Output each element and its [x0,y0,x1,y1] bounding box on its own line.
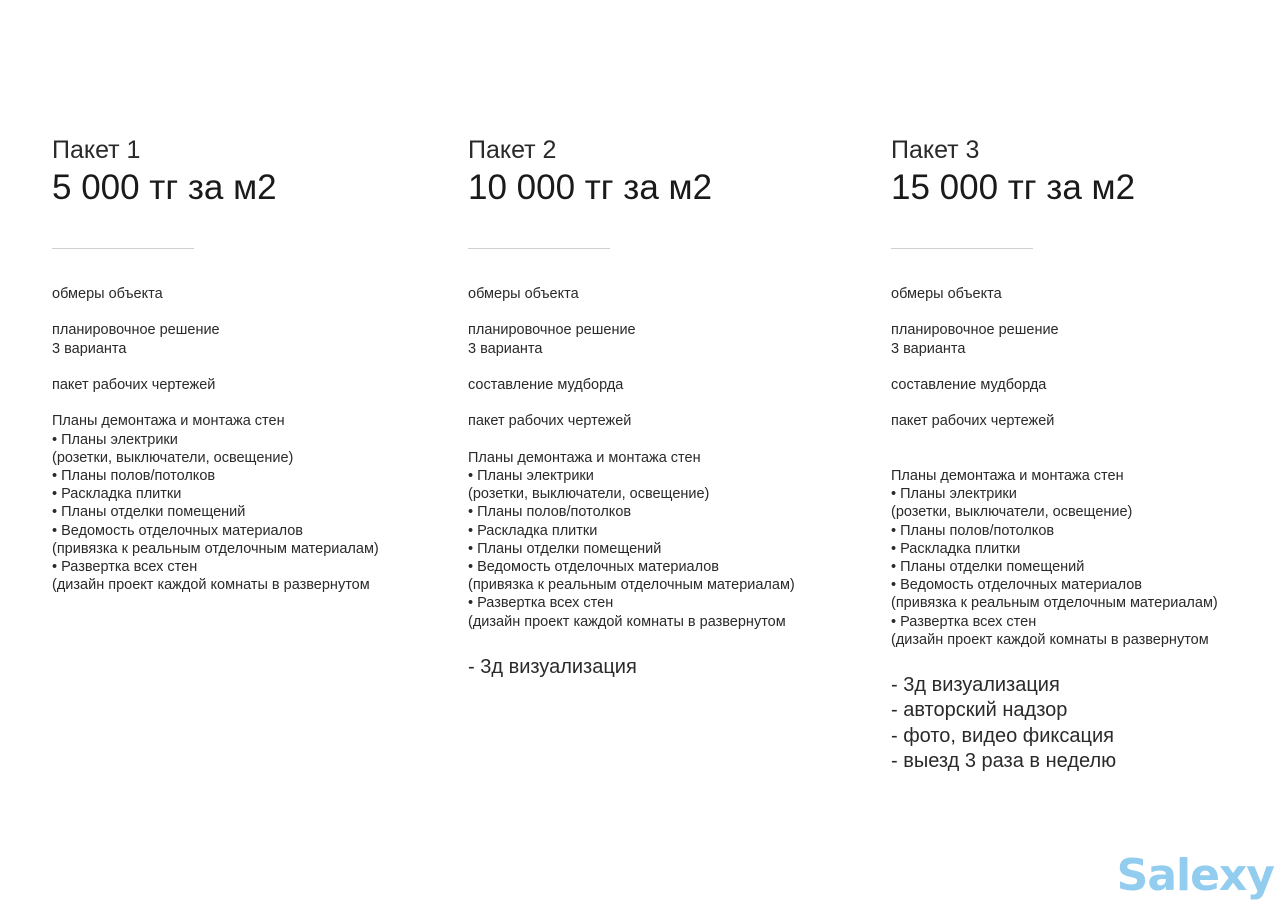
spacer [468,358,868,376]
package-price: 10 000 тг за м2 [468,168,713,207]
list-item: • Планы отделки помещений [891,558,1085,575]
package-price: 15 000 тг за м2 [891,168,1136,207]
list-item: Планы демонтажа и монтажа стен [468,449,701,466]
list-item: обмеры объекта [891,286,1002,302]
divider [52,248,194,249]
extra-item: - 3д визуализация [891,673,1060,696]
list-item: • Планы полов/потолков [468,504,632,521]
list-item: • Ведомость отделочных материалов [891,577,1143,594]
extra-item: - выезд 3 раза в неделю [891,750,1117,773]
list-item: (розетки, выключатели, освещение) [891,504,1133,521]
list-item: (привязка к реальным отделочным материалам) [52,540,379,557]
package-3 [891,136,1280,775]
list-item: (розетки, выключатели, освещение) [468,486,710,503]
package-items [891,285,1280,649]
list-item: (дизайн проект каждой комнаты в развернутом [52,577,370,594]
list-item: планировочное решение [468,322,636,339]
spacer [468,431,868,449]
list-item: (дизайн проект каждой комнаты в развернутом [891,631,1209,648]
list-item: составление мудборда [891,376,1047,393]
list-item: • Развертка всех стен [468,595,614,612]
list-item: • Развертка всех стен [52,559,198,575]
list-item: 3 варианта [52,340,127,357]
package-extras [468,655,868,681]
spacer [52,394,452,412]
spacer [891,431,1280,449]
list-item: обмеры объекта [468,286,579,302]
spacer [891,449,1280,467]
package-name: Пакет 1 [52,136,141,164]
list-item: • Раскладка плитки [891,540,1021,557]
package-items [468,285,868,631]
spacer [891,358,1280,376]
list-item: составление мудборда [468,376,624,393]
list-item: • Планы электрики [52,431,178,448]
list-item: планировочное решение [52,322,220,339]
extra-item: - авторский надзор [891,699,1068,722]
package-extras [891,673,1280,775]
list-item: • Раскладка плитки [52,486,182,503]
spacer [468,303,868,321]
list-item: (привязка к реальным отделочным материалам) [468,577,795,594]
list-item: • Планы отделки помещений [52,504,246,521]
spacer [52,358,452,376]
list-item: (дизайн проект каждой комнаты в развернутом [468,613,786,630]
list-item: • Планы полов/потолков [52,467,216,484]
package-price: 5 000 тг за м2 [52,168,277,207]
list-item: • Ведомость отделочных материалов [52,522,304,539]
list-item: • Развертка всех стен [891,613,1037,630]
list-item: • Раскладка плитки [468,522,598,539]
spacer [891,394,1280,412]
list-item: пакет рабочих чертежей [52,376,216,393]
divider [468,248,610,249]
package-name: Пакет 3 [891,136,980,164]
list-item: • Планы полов/потолков [891,522,1055,539]
list-item: 3 варианта [891,340,966,357]
package-name: Пакет 2 [468,136,557,164]
divider [891,248,1033,249]
extra-item: - 3д визуализация [468,655,637,678]
spacer [468,394,868,412]
list-item: Планы демонтажа и монтажа стен [891,467,1124,484]
list-item: • Планы электрики [891,486,1017,503]
extra-item: - фото, видео фиксация [891,724,1114,747]
list-item: планировочное решение [891,322,1059,339]
list-item: обмеры объекта [52,286,163,302]
spacer [891,303,1280,321]
spacer [52,303,452,321]
list-item: пакет рабочих чертежей [468,413,632,430]
list-item: • Ведомость отделочных материалов [468,558,720,575]
list-item: (розетки, выключатели, освещение) [52,449,294,466]
list-item: пакет рабочих чертежей [891,413,1055,430]
list-item: • Планы электрики [468,467,594,484]
list-item: Планы демонтажа и монтажа стен [52,413,285,430]
list-item: • Планы отделки помещений [468,540,662,557]
list-item: 3 варианта [468,340,543,357]
list-item: (привязка к реальным отделочным материалам) [891,595,1218,612]
package-2 [468,136,868,680]
salexy-watermark-logo: Salexy [1116,850,1274,901]
package-items [52,285,452,594]
package-1 [52,136,452,618]
